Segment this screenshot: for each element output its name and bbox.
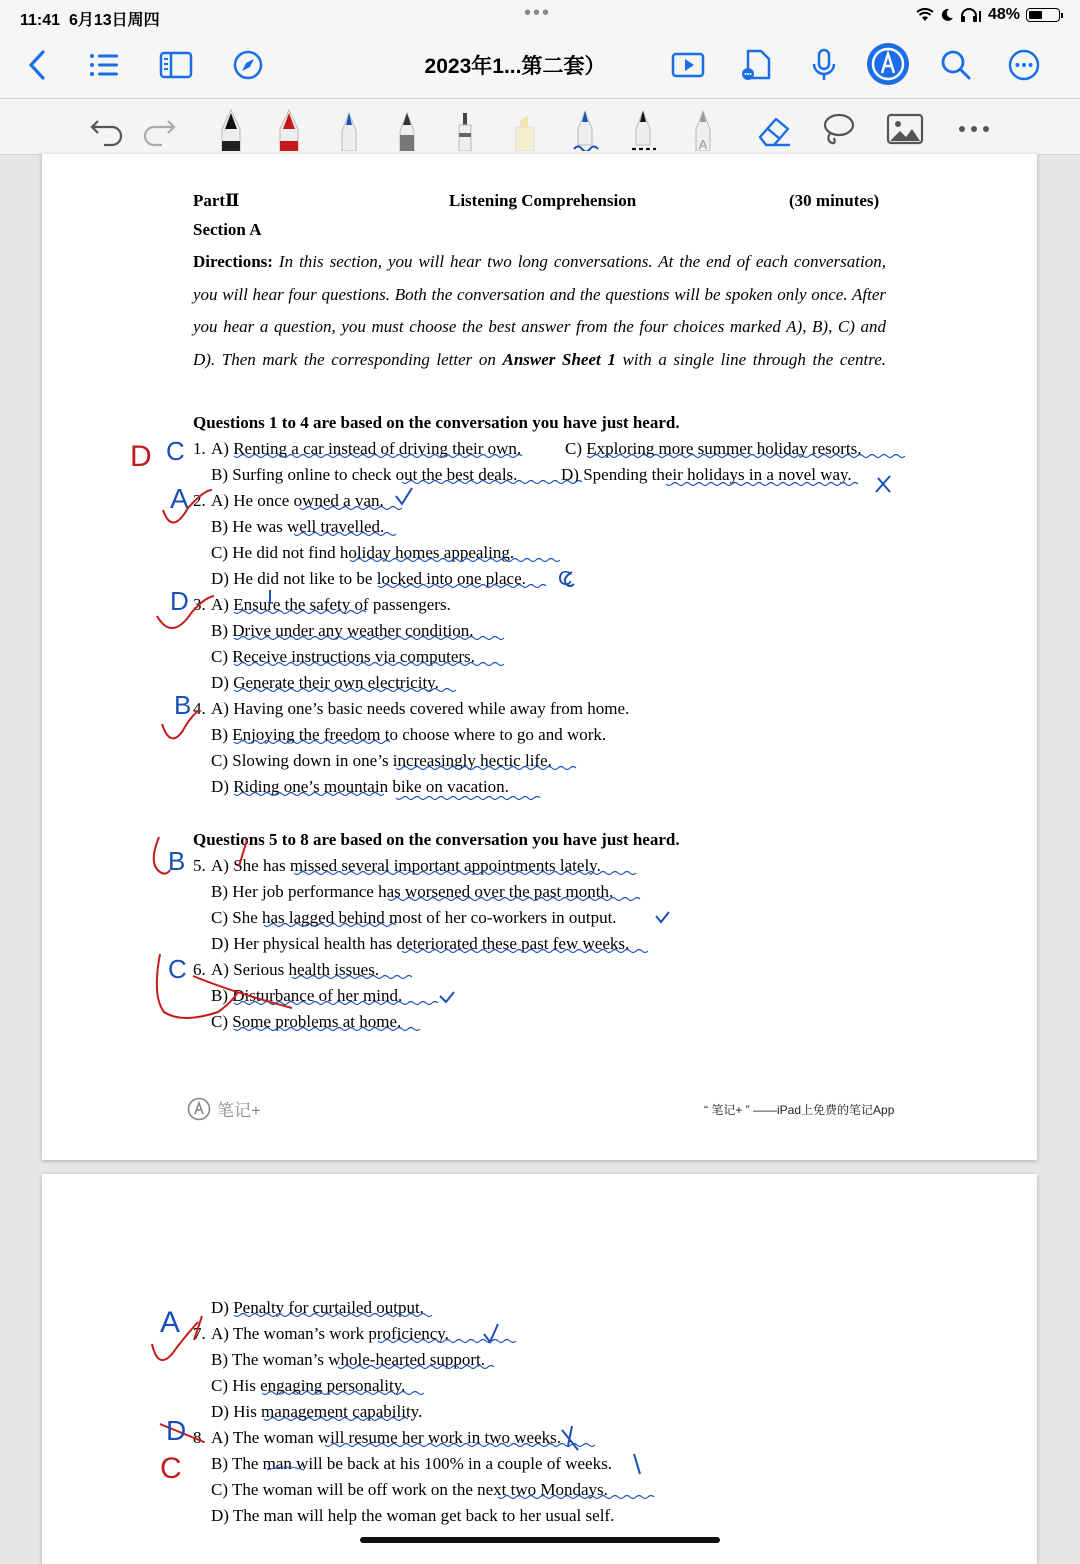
q8-option-d: D) The man will help the woman get back to her usual self.: [211, 1506, 615, 1525]
text-pen-icon[interactable]: [686, 107, 720, 151]
q6-number: 6.: [193, 960, 206, 979]
eraser-icon[interactable]: [754, 107, 794, 151]
q6-option-b: B) Disturbance of her mind.: [211, 986, 403, 1005]
footer-logo: 笔记+: [187, 1096, 261, 1121]
q4-option-c: C) Slowing down in one’s increasingly hectic life.: [211, 751, 552, 770]
directions-text: Directions: In this section, you will hear two long conversations. At the end of each conversation, you will hear four questions. Both the conversation and the questions will be spoken only once. After you hear a question, you must choose the best answer from the four choices marked A), B), C) and D). Then mark the corresponding letter on Answer Sheet 1 with a single line through the centre.: [193, 252, 886, 370]
svg-text:A: A: [698, 137, 708, 151]
annotation-q2-side: C: [558, 568, 573, 590]
sidebar-icon[interactable]: [158, 47, 194, 83]
annotation-q3: D: [170, 586, 189, 616]
q3-number: 3.: [193, 595, 206, 614]
q3-option-d: D) Generate their own electricity.: [211, 673, 439, 692]
redo-icon[interactable]: [140, 107, 178, 151]
q2-option-d: D) He did not like to be locked into one place.: [211, 569, 526, 588]
compass-icon[interactable]: [230, 47, 266, 83]
q5-option-d: D) Her physical health has deteriorated these past few weeks.: [211, 934, 630, 953]
battery-icon: [1026, 8, 1060, 22]
home-indicator[interactable]: [360, 1537, 720, 1543]
undo-icon[interactable]: [88, 107, 126, 151]
q5-number: 5.: [193, 856, 206, 875]
q3-option-a: A) Ensure the safety of passengers.: [211, 595, 451, 614]
q1-option-a: A) Renting a car instead of driving their own.: [211, 439, 522, 458]
q2-option-c: C) He did not find holiday homes appealing.: [211, 543, 515, 562]
blue-pen-icon[interactable]: [334, 107, 364, 151]
microphone-icon[interactable]: [806, 47, 842, 83]
multitask-dots-icon[interactable]: •••: [524, 2, 552, 24]
annotation-q4: B: [174, 690, 192, 720]
document-page-1: [42, 154, 1037, 1160]
lasso-icon[interactable]: [818, 107, 858, 151]
battery-percent: 48%: [987, 6, 1020, 23]
annotation-q8-red: C: [160, 1452, 182, 1485]
list-icon[interactable]: [86, 47, 122, 83]
q2-number: 2.: [193, 491, 206, 510]
q2-option-b: B) He was well travelled.: [211, 517, 385, 536]
q8-option-a: A) The woman will resume her work in two weeks.: [211, 1428, 561, 1447]
q6-option-d: D) Penalty for curtailed output.: [211, 1298, 424, 1317]
q1-option-c: C) Exploring more summer holiday resorts.: [565, 439, 862, 458]
q6-option-a: A) Serious health issues.: [211, 960, 380, 979]
section-label: Section A: [193, 220, 262, 239]
fine-liner-icon[interactable]: [450, 107, 480, 151]
annotation-q7: A: [160, 1306, 181, 1339]
back-chevron-icon[interactable]: [20, 47, 56, 83]
annotation-q1-red: D: [130, 440, 152, 473]
document-title[interactable]: 2023年1...第二套）: [424, 55, 606, 78]
app-logo-icon: [187, 1097, 211, 1121]
wavy-pen-icon[interactable]: [568, 107, 602, 151]
part-time: (30 minutes): [789, 191, 880, 210]
annotation-q5: B: [168, 846, 186, 876]
q8-option-c: C) The woman will be off work on the next two Mondays.: [211, 1480, 608, 1499]
document-page-2: [42, 1174, 1037, 1564]
present-icon[interactable]: [670, 47, 706, 83]
directions-label: Directions:: [193, 252, 273, 271]
moon-icon: [940, 8, 954, 22]
search-icon[interactable]: [938, 47, 974, 83]
q5-option-c: C) She has lagged behind most of her co-workers in output.: [211, 908, 617, 927]
red-fountain-pen-icon[interactable]: [272, 107, 306, 151]
markup-pen-icon[interactable]: [866, 42, 910, 86]
more-icon[interactable]: [1006, 47, 1042, 83]
annotation-q2: A: [170, 483, 189, 514]
highlighter-icon[interactable]: [508, 107, 542, 151]
q6-option-c: C) Some problems at home.: [211, 1012, 402, 1031]
dashed-pen-icon[interactable]: [626, 107, 660, 151]
nav-bar: [0, 32, 1080, 99]
q3-option-c: C) Receive instructions via computers.: [211, 647, 475, 666]
q1-number: 1.: [193, 439, 206, 458]
status-time: 11:41 6月13日周四: [20, 12, 160, 29]
q8-option-b: B) The man will be back at his 100% in a couple of weeks.: [211, 1454, 612, 1473]
status-bar: [0, 0, 1080, 32]
q7-option-b: B) The woman’s whole-hearted support.: [211, 1350, 485, 1369]
q4-option-a: A) Having one’s basic needs covered while away from home.: [211, 699, 630, 718]
q7-number: 7.: [193, 1324, 206, 1343]
question-group-2: Questions 5 to 8 are based on the conversation you have just heard.: [193, 830, 680, 849]
q7-option-c: C) His engaging personality.: [211, 1376, 406, 1395]
q4-number: 4.: [193, 699, 206, 718]
drawing-toolbar: [0, 99, 1080, 155]
q7-option-d: D) His management capability.: [211, 1402, 423, 1421]
annotation-q6: C: [168, 954, 187, 984]
fountain-pen-icon[interactable]: [214, 107, 248, 151]
q4-option-b: B) Enjoying the freedom to choose where to go and work.: [211, 725, 607, 744]
q1-option-b: B) Surfing online to check out the best deals.: [211, 465, 518, 484]
q7-option-a: A) The woman’s work proficiency.: [211, 1324, 449, 1343]
part-label: PartⅡ: [193, 191, 240, 210]
q3-option-b: B) Drive under any weather condition.: [211, 621, 474, 640]
part-title: Listening Comprehension: [449, 191, 637, 210]
annotation-q1-blue: C: [166, 436, 185, 466]
question-group-1: Questions 1 to 4 are based on the conversation you have just heard.: [193, 413, 680, 432]
headphones-icon: [960, 8, 982, 22]
annotation-q8-blue: D: [166, 1415, 187, 1446]
q8-number: 8.: [193, 1428, 206, 1447]
q4-option-d: D) Riding one’s mountain bike on vacation.: [211, 777, 509, 796]
q2-option-a: A) He once owned a van.: [211, 491, 384, 510]
q1-option-d: D) Spending their holidays in a novel way.: [561, 465, 852, 484]
image-icon[interactable]: [884, 107, 926, 151]
q5-option-b: B) Her job performance has worsened over the past month.: [211, 882, 614, 901]
pencil-icon[interactable]: [392, 107, 422, 151]
wifi-icon: [916, 8, 934, 22]
toolbar-more-icon[interactable]: [954, 107, 994, 151]
q5-option-a: A) She has missed several important appointments lately.: [211, 856, 601, 875]
new-page-icon[interactable]: [738, 47, 774, 83]
footer-tagline: “ 笔记+ ” ——iPad上免费的笔记App: [704, 1103, 895, 1117]
